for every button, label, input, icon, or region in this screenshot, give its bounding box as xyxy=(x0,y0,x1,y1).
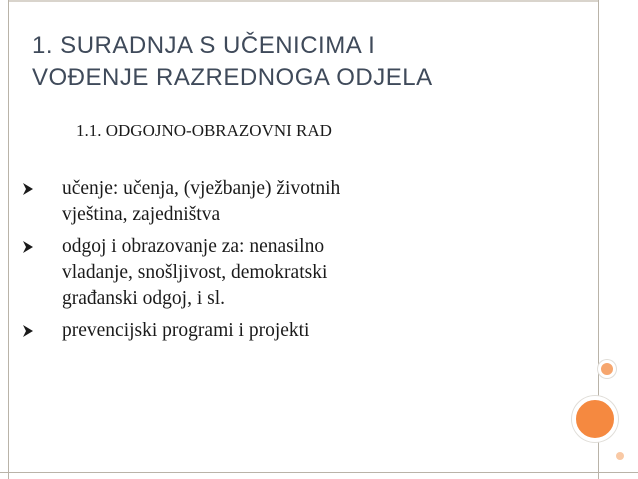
list-item xyxy=(22,234,492,312)
frame-top-line xyxy=(8,0,599,2)
slide-title-line-1: 1. SURADNJA S UČENICIMA I xyxy=(32,32,376,59)
list-item xyxy=(22,318,492,344)
bullet-text: odgoj i obrazovanje za: nenasilno vladanje, snošljivost, demokratski građanski odgoj, i sl. xyxy=(62,236,328,309)
arrow-bullet-icon xyxy=(22,234,40,260)
slide-title-line-2: VOĐENJE RAZREDNOGA ODJELA xyxy=(32,64,433,91)
arrow-bullet-icon xyxy=(22,318,40,344)
frame-left-line xyxy=(8,0,9,479)
bullet-list xyxy=(22,176,492,350)
bullet-text: učenje: učenja, (vježbanje) životnih vještina, zajedništva xyxy=(62,178,341,225)
slide-subtitle: 1.1. ODGOJNO-OBRAZOVNI RAD xyxy=(76,121,332,140)
decorative-tiny-circle xyxy=(616,452,624,460)
decorative-small-circle xyxy=(598,360,616,378)
bullet-text: prevencijski programi i projekti xyxy=(62,320,310,341)
frame-bottom-line xyxy=(0,472,638,473)
list-item xyxy=(22,176,492,228)
slide-title xyxy=(32,30,572,94)
arrow-bullet-icon xyxy=(22,176,40,202)
decorative-orange-circle xyxy=(572,396,618,442)
